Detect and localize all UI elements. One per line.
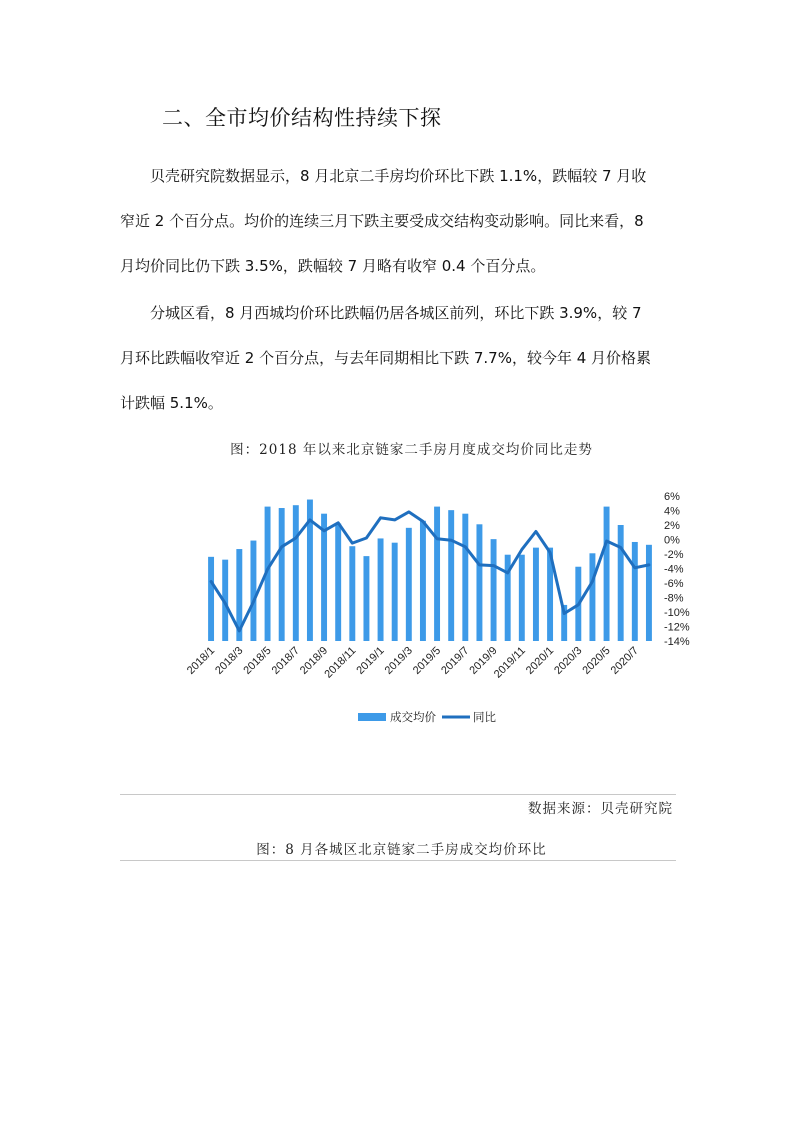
x-tick-label: 2018/5 [241,644,274,677]
section-heading: 二、全市均价结构性持续下探 [162,106,442,130]
x-tick-label: 2018/9 [297,644,331,677]
x-tick-label: 2020/1 [523,644,557,677]
bar-2020/5 [604,507,610,641]
y-tick-label: -8% [664,592,684,605]
paragraph-2-line-1: 分城区看，8 月西城均价环比跌幅仍居各城区前列，环比下跌 3.9%，较 7 [150,304,642,322]
paragraph-1-line-2: 窄近 2 个百分点。均价的连续三月下跌主要受成交结构变动影响。同比来看，8 [120,212,644,230]
y-tick-label: 4% [664,505,680,518]
bar-2019/12 [533,548,539,641]
yoy-line [211,512,649,631]
x-tick-label: 2018/11 [322,644,359,681]
bar-2020/7 [632,542,638,641]
bar-2019/8 [476,524,482,641]
y-tick-label: 6% [664,491,680,503]
paragraph-1-line-1: 贝壳研究院数据显示，8 月北京二手房均价环比下跌 1.1%，跌幅较 7 月收 [150,167,647,185]
x-tick-label: 2018/3 [213,644,246,677]
figure-1-caption: 图：2018 年以来北京链家二手房月度成交均价同比走势 [230,442,593,458]
figure-2-caption: 图：8 月各城区北京链家二手房成交均价环比 [256,842,547,858]
bar-2018/10 [335,524,341,641]
x-tick-label: 2019/11 [491,644,528,681]
x-tick-label: 2020/5 [580,644,613,677]
x-tick-label: 2020/3 [552,644,585,677]
x-tick-label: 2019/7 [439,644,472,677]
divider-top [120,794,676,795]
x-tick-label: 2019/9 [467,644,500,677]
bar-2019/11 [519,555,525,641]
bar-2019/2 [392,543,398,641]
bar-2018/1 [208,557,214,641]
y-tick-label: 2% [664,520,680,532]
bar-2018/11 [349,546,355,641]
figure-1-source: 数据来源：贝壳研究院 [528,801,673,817]
y-tick-label: -2% [664,549,684,561]
x-tick-label: 2019/5 [410,644,444,677]
x-tick-label: 2019/1 [354,644,387,677]
bar-2019/1 [378,538,384,641]
legend-bar-swatch [358,713,386,721]
bar-2019/7 [462,514,468,641]
bar-2019/6 [448,510,454,641]
x-tick-label: 2019/3 [382,644,415,677]
bar-2018/12 [363,556,369,641]
bar-2020/4 [589,553,595,641]
y-tick-label: 0% [664,534,680,547]
paragraph-2-line-3: 计跌幅 5.1%。 [120,394,223,412]
divider-bottom [120,860,676,861]
legend-bar-label: 成交均价 [390,712,436,724]
y-tick-label: -10% [664,607,690,619]
legend-line-label: 同比 [473,712,496,724]
y-tick-label: -14% [664,636,690,648]
bar-2019/5 [434,507,440,641]
bar-2018/9 [321,514,327,641]
bar-2018/7 [293,505,299,641]
bar-2020/8 [646,545,652,641]
x-tick-label: 2018/1 [184,644,218,677]
y-tick-label: -6% [664,578,684,590]
paragraph-2-line-2: 月环比跌幅收窄近 2 个百分点，与去年同期相比下跌 7.7%，较今年 4 月价格累 [120,349,652,367]
bar-2019/3 [406,528,412,641]
y-tick-label: -4% [664,563,684,576]
y-tick-label: -12% [664,621,690,634]
bar-2020/6 [618,525,624,641]
bar-2019/4 [420,521,426,641]
bar-2018/6 [279,508,285,641]
bar-2019/9 [491,539,497,641]
bar-2018/4 [250,541,256,641]
x-tick-label: 2018/7 [269,644,302,677]
paragraph-1-line-3: 月均价同比仍下跌 3.5%，跌幅较 7 月略有收窄 0.4 个百分点。 [120,257,546,275]
x-tick-label: 2020/7 [608,644,641,677]
